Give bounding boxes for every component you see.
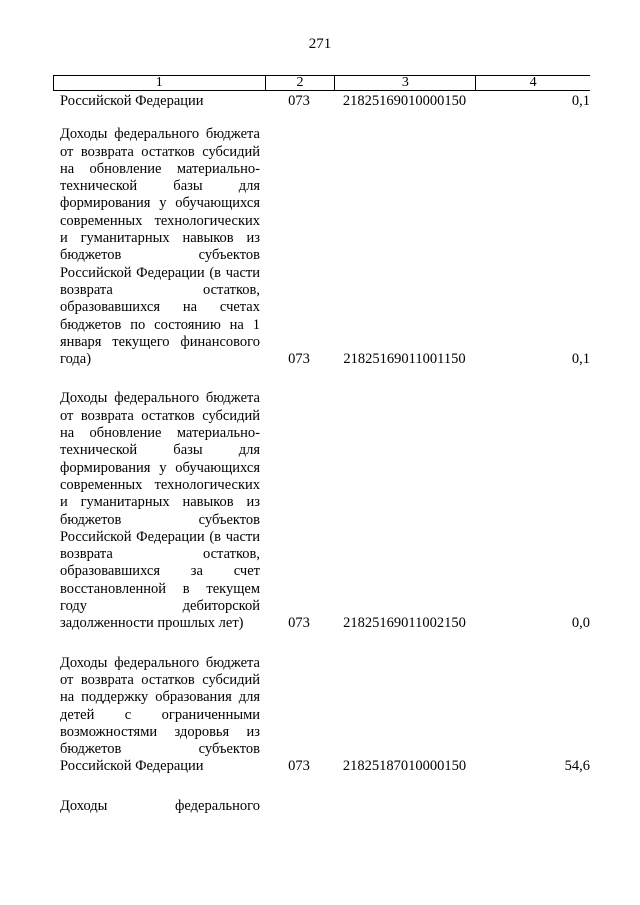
row-budget-code: 21825169011001150	[343, 351, 466, 368]
row-admin-code: 073	[288, 615, 310, 632]
row-description: Доходы федерального бюджета от возврата остатков субсидий на обновление материально-технической базы для формирования у обучающихся современных технологических и гуманитарных навыков из бюджетов субъектов Российской Федерации (в части возврата остатков, образовавшихся на счетах бюджетов по состоянию на 1 января текущего финансового года)	[60, 126, 260, 368]
table-header	[53, 75, 590, 91]
row-budget-code: 21825169011002150	[343, 615, 466, 632]
column-header-2: 2	[266, 76, 336, 90]
row-description: Доходы федерального	[60, 797, 260, 814]
row-amount: 0,0	[571, 615, 590, 632]
table-row	[0, 93, 640, 110]
table-row	[0, 126, 640, 368]
row-admin-code: 073	[288, 758, 310, 775]
row-amount: 54,6	[564, 758, 590, 775]
row-amount: 0,1	[571, 351, 590, 368]
row-amount: 0,1	[571, 93, 590, 109]
table-row	[0, 655, 640, 776]
table-row	[0, 390, 640, 632]
row-admin-code: 073	[288, 351, 310, 368]
table-body	[0, 93, 640, 837]
table-row	[0, 798, 640, 815]
row-budget-code: 21825187010000150	[342, 758, 467, 775]
column-header-1: 1	[54, 76, 266, 90]
row-description: Доходы федерального бюджета от возврата остатков субсидий на обновление материально-технической базы для формирования у обучающихся современных технологических и гуманитарных навыков из бюджетов субъектов Российской Федерации (в части возврата остатков, образовавшихся за счет восстановленной в текущем году дебиторской задолженности прошлых лет)	[60, 390, 260, 632]
row-description: Доходы федерального бюджета от возврата остатков субсидий на поддержку образования для детей с ограниченными возможностями здоровья из бюджетов субъектов Российской Федерации	[60, 654, 260, 775]
column-header-3: 3	[335, 76, 476, 90]
row-admin-code: 073	[288, 93, 310, 109]
row-budget-code: 21825169010000150	[342, 93, 467, 109]
column-header-4: 4	[529, 75, 537, 90]
page-number: 271	[308, 36, 332, 52]
row-description: Российской Федерации	[60, 93, 204, 109]
